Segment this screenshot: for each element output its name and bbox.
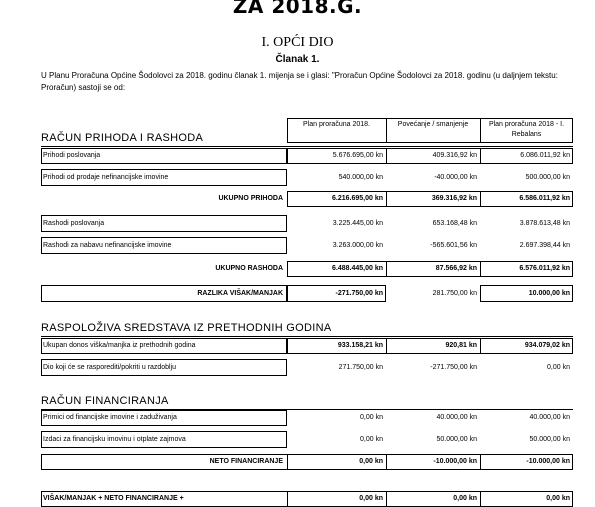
- row-operating-expense-plan: 3.225.445,00 kn: [332, 220, 383, 227]
- total-revenue-rebalance: 6.586.011,92 kn: [519, 195, 570, 202]
- difference-rebalance: 10.000,00 kn: [528, 290, 570, 297]
- row-financing-receipts-label: Primici od financijske imovine i zaduživanja: [43, 414, 177, 421]
- section-heading: I. OPĆI DIO: [261, 35, 334, 50]
- row-financing-outlays-plan: 0,00 kn: [360, 436, 383, 443]
- difference-change: 281.750,00 kn: [432, 290, 477, 297]
- row-asset-sales-rebalance: 500.000,00 kn: [525, 174, 570, 181]
- net-financing-label: NETO FINANCIRANJE: [209, 458, 283, 465]
- total-expense-plan: 6.488.445,00 kn: [332, 265, 383, 272]
- row-financing-receipts-rebalance: 40.000,00 kn: [529, 414, 570, 421]
- row-surplus-carryover-change: 920,81 kn: [445, 342, 477, 349]
- total-expense-label: UKUPNO RASHODA: [215, 265, 283, 272]
- net-financing-plan: 0,00 kn: [359, 458, 383, 465]
- row-operating-expense-label: Rashodi poslovanja: [43, 220, 105, 227]
- row-operating-revenue-plan: 5.676.695,00 kn: [332, 152, 383, 159]
- row-operating-revenue-rebalance: 6.086.011,92 kn: [520, 152, 570, 159]
- row-financing-receipts-change: 40.000,00 kn: [436, 414, 477, 421]
- page-title: ZA 2018.G.: [232, 0, 363, 18]
- total-revenue-plan: 6.216.695,00 kn: [332, 195, 383, 202]
- row-allocated-part-rebalance: 0,00 kn: [547, 364, 570, 371]
- net-financing-change: -10.000,00 kn: [433, 458, 477, 465]
- row-allocated-part-plan: 271.750,00 kn: [338, 364, 383, 371]
- net-financing-rebalance: -10.000,00 kn: [526, 458, 570, 465]
- difference-plan: -271.750,00 kn: [335, 290, 383, 297]
- total-expense-rebalance: 6.576.011,92 kn: [519, 265, 570, 272]
- row-surplus-carryover-label: Ukupan donos viška/manjka iz prethodnih godina: [43, 342, 196, 349]
- row-surplus-carryover-rebalance: 934.079,02 kn: [524, 342, 570, 349]
- total-expense-change: 87.566,92 kn: [435, 265, 477, 272]
- surplus-plus-financing-label: VIŠAK/MANJAK + NETO FINANCIRANJE +: [43, 495, 184, 502]
- row-asset-purchase-rebalance: 2.697.398,44 kn: [519, 242, 570, 249]
- total-revenue-change: 369.316,92 kn: [431, 195, 477, 202]
- row-financing-outlays-change: 50.000,00 kn: [436, 436, 477, 443]
- column-header-rebalance: Plan proračuna 2018 - I. Rebalans: [488, 121, 565, 138]
- row-asset-sales-label: Prihodi od prodaje nefinancijske imovine: [43, 174, 169, 181]
- section-prior-years-heading: RASPOLOŽIVA SREDSTAVA IZ PRETHODNIH GODINA: [41, 322, 332, 334]
- column-header-change: Povećanje / smanjenje: [397, 121, 469, 128]
- column-header-plan: Plan proračuna 2018.: [303, 121, 370, 128]
- row-financing-outlays-label: Izdaci za financijsku imovinu i otplate zajmova: [43, 436, 186, 443]
- total-revenue-label: UKUPNO PRIHODA: [218, 195, 283, 202]
- row-asset-sales-change: -40.000,00 kn: [434, 174, 477, 181]
- intro-paragraph: U Planu Proračuna Općine Šodolovci za 2018. godinu članak 1. mijenja se i glasi: "Proračun Općine Šodolovci za 2018. godinu (u daljnjem tekstu: Proračun) sastoji se od:: [41, 71, 558, 92]
- row-asset-purchase-change: -565.601,56 kn: [430, 242, 477, 249]
- surplus-plus-financing-plan: 0,00 kn: [359, 495, 383, 502]
- difference-label: RAZLIKA VIŠAK/MANJAK: [197, 290, 283, 297]
- section-revenue-expense-heading: RAČUN PRIHODA I RASHODA: [41, 132, 204, 144]
- row-asset-sales-plan: 540.000,00 kn: [338, 174, 383, 181]
- row-operating-revenue-change: 409.316,92 kn: [432, 152, 477, 159]
- section-financing-heading: RAČUN FINANCIRANJA: [41, 395, 169, 407]
- row-asset-purchase-plan: 3.263.000,00 kn: [332, 242, 383, 249]
- surplus-plus-financing-change: 0,00 kn: [453, 495, 477, 502]
- row-operating-revenue-label: Prihodi poslovanja: [43, 152, 101, 159]
- row-financing-outlays-rebalance: 50.000,00 kn: [529, 436, 570, 443]
- row-surplus-carryover-plan: 933.158,21 kn: [337, 342, 383, 349]
- article-heading: Članak 1.: [275, 54, 320, 65]
- row-financing-receipts-plan: 0,00 kn: [360, 414, 383, 421]
- row-operating-expense-change: 653.168,48 kn: [432, 220, 477, 227]
- row-allocated-part-label: Dio koji će se rasporediti/pokriti u razdoblju: [43, 364, 177, 371]
- row-asset-purchase-label: Rashodi za nabavu nefinancijske imovine: [43, 242, 172, 249]
- row-allocated-part-change: -271.750,00 kn: [430, 364, 477, 371]
- surplus-plus-financing-rebalance: 0,00 kn: [546, 495, 570, 502]
- row-operating-expense-rebalance: 3.878.613,48 kn: [519, 220, 570, 227]
